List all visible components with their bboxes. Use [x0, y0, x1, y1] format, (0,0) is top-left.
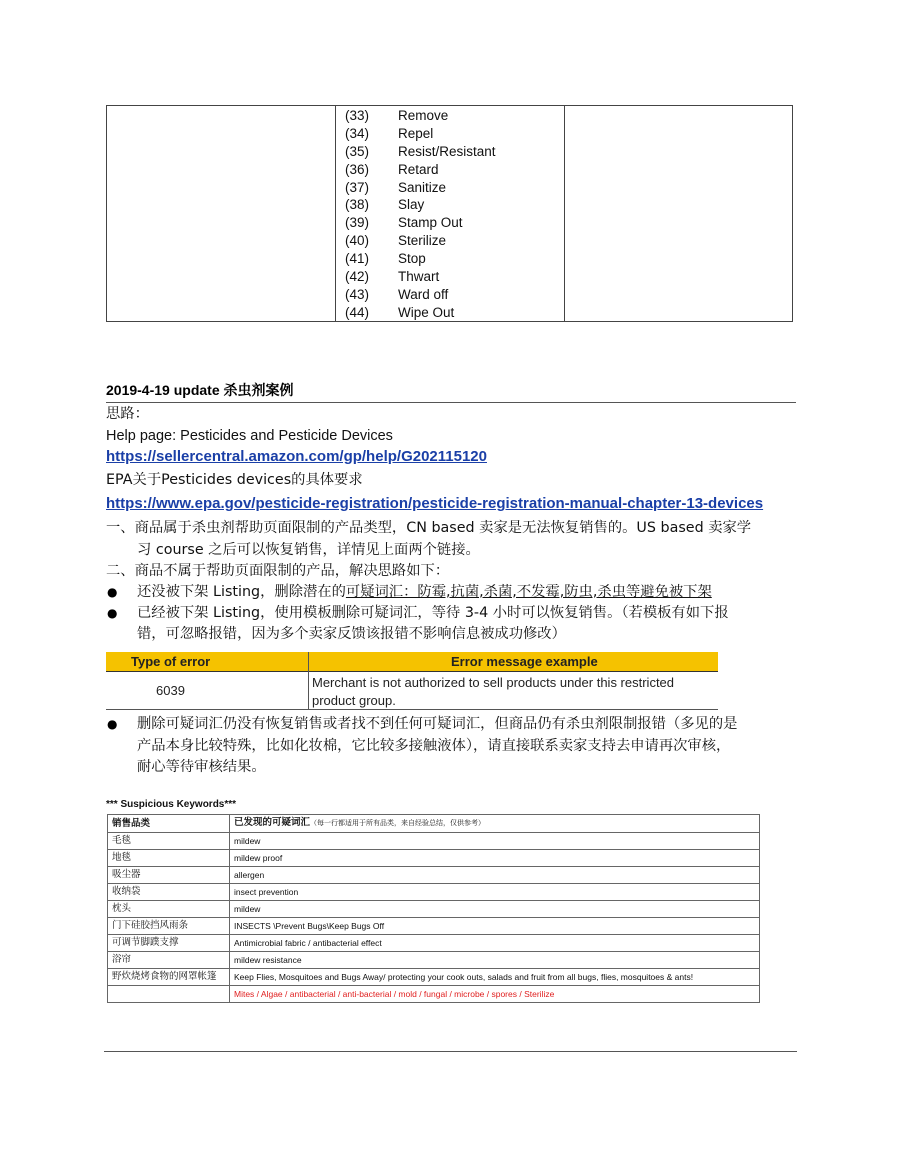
error-message-header: Error message example — [451, 654, 598, 669]
keyword-cell: mildew resistance — [230, 952, 760, 969]
item-number: (35) — [345, 143, 370, 159]
item-number: (38) — [345, 197, 370, 213]
epa-label: EPA关于Pesticides devices的具体要求 — [106, 472, 363, 488]
point-one-line2: 习 course 之后可以恢复销售，详情见上面两个链接。 — [137, 542, 480, 558]
keywords-header — [230, 815, 760, 833]
bullet-delisted-line2: 错，可忽略报错，因为多个卖家反馈该报错不影响信息被成功修改） — [137, 626, 566, 642]
item-number: (40) — [345, 233, 370, 249]
category-cell — [108, 986, 230, 1003]
category-cell: 收纳袋 — [108, 884, 230, 901]
error-type-header: Type of error — [131, 654, 211, 669]
list-item — [345, 107, 496, 125]
epa-link[interactable]: https://www.epa.gov/pesticide-registration/pesticide-registration-manual-chapter-13-devices — [106, 495, 764, 512]
bullet-not-delisted — [137, 582, 712, 602]
table-divider — [564, 106, 565, 321]
title-divider — [106, 402, 796, 403]
keywords-table — [107, 814, 760, 1003]
keywords-header-note: （每一行都适用于所有品类，来自经验总结，仅供参考） — [310, 820, 486, 827]
item-number: (41) — [345, 251, 370, 267]
item-number: (39) — [345, 215, 370, 231]
bullet-dot: ● — [107, 717, 118, 731]
table-row — [108, 833, 760, 850]
error-table-header — [106, 652, 718, 672]
list-item — [345, 143, 496, 161]
category-cell: 门下硅胶挡风雨条 — [108, 918, 230, 935]
table-header-row — [108, 815, 760, 833]
keyword-cell: insect prevention — [230, 884, 760, 901]
table-row — [108, 867, 760, 884]
suspicious-words-underlined: 可疑词汇：防霉,抗菌,杀菌,不发霉,防虫,杀虫等避免被下架 — [345, 584, 712, 600]
footer-divider — [104, 1051, 797, 1052]
bullet-dot: ● — [107, 585, 118, 599]
table-row — [108, 986, 760, 1003]
keyword-cell: Keep Flies, Mosquitoes and Bugs Away/ protecting your cook outs, salads and fruit from all bugs, flies, mosquitoes & ants! — [230, 969, 760, 986]
item-number: (43) — [345, 286, 370, 302]
item-number: (36) — [345, 161, 370, 177]
category-cell: 浴帘 — [108, 952, 230, 969]
category-cell: 枕头 — [108, 901, 230, 918]
bullet-contact-line2: 产品本身比较特殊，比如化妆棉，它比较多接触液体），请直接联系卖家支持去申请再次审核， — [137, 738, 731, 754]
item-word: Slay — [398, 197, 425, 213]
table-row — [108, 935, 760, 952]
item-word: Sanitize — [398, 179, 447, 195]
table-row — [108, 918, 760, 935]
list-item — [345, 286, 496, 304]
help-page-link[interactable]: https://sellercentral.amazon.com/gp/help/G202115120 — [106, 448, 487, 465]
list-item — [345, 232, 496, 250]
error-code: 6039 — [156, 683, 185, 698]
table-divider — [335, 106, 336, 321]
section-title: 2019-4-19 update 杀虫剂案例 — [106, 382, 294, 398]
bullet-text: 还没被下架 Listing，删除潜在的 — [137, 584, 346, 600]
keyword-cell: INSECTS \Prevent Bugs\Keep Bugs Off — [230, 918, 760, 935]
list-item — [345, 161, 496, 179]
keyword-cell: mildew — [230, 833, 760, 850]
table-row — [108, 884, 760, 901]
category-header: 销售品类 — [108, 815, 230, 833]
item-word: Thwart — [398, 269, 440, 285]
category-cell: 可调节脚蹼支撑 — [108, 935, 230, 952]
list-item — [345, 250, 496, 268]
error-message: Merchant is not authorized to sell products under this restricted product group. — [312, 675, 675, 708]
category-cell: 地毯 — [108, 850, 230, 867]
thinking-label: 思路： — [106, 406, 149, 422]
item-word: Ward off — [398, 286, 449, 302]
bullet-contact-line1: 删除可疑词汇仍没有恢复销售或者找不到任何可疑词汇，但商品仍有杀虫剂限制报错（多见的是 — [137, 716, 738, 732]
list-item — [345, 196, 496, 214]
item-word: Resist/Resistant — [398, 143, 496, 159]
item-word: Stop — [398, 251, 426, 267]
help-page-label: Help page: Pesticides and Pesticide Devices — [106, 428, 393, 444]
table-row — [108, 952, 760, 969]
item-number: (37) — [345, 179, 370, 195]
keywords-header-label: 已发现的可疑词汇 — [234, 817, 311, 828]
category-cell: 吸尘器 — [108, 867, 230, 884]
item-word: Retard — [398, 161, 439, 177]
list-item — [345, 179, 496, 197]
item-word: Repel — [398, 125, 434, 141]
table-row — [108, 901, 760, 918]
item-word: Sterilize — [398, 233, 447, 249]
keywords-title: *** Suspicious Keywords*** — [106, 799, 237, 810]
word-list — [345, 107, 496, 322]
item-number: (44) — [345, 304, 370, 320]
item-number: (33) — [345, 108, 370, 123]
bullet-dot: ● — [107, 606, 118, 620]
list-item — [345, 214, 496, 232]
item-word: Remove — [398, 108, 449, 123]
keyword-cell: allergen — [230, 867, 760, 884]
category-cell: 毛毯 — [108, 833, 230, 850]
point-one-line1: 一、商品属于杀虫剂帮助页面限制的产品类型，CN based 卖家是无法恢复销售的。US based 卖家学 — [106, 520, 752, 536]
bullet-delisted-line1: 已经被下架 Listing，使用模板删除可疑词汇，等待 3-4 小时可以恢复销售。（若模板有如下报 — [137, 605, 729, 621]
word-list-table — [106, 105, 793, 322]
error-table — [106, 652, 718, 710]
list-item — [345, 304, 496, 322]
list-item — [345, 125, 496, 143]
category-cell: 野炊烧烤食物的网罩帐篷 — [108, 969, 230, 986]
general-keywords-cell: Mites / Algae / antibacterial / anti-bacterial / mold / fungal / microbe / spores / Sterilize — [230, 986, 760, 1003]
item-word: Stamp Out — [398, 215, 463, 231]
keyword-cell: mildew — [230, 901, 760, 918]
bullet-contact-line3: 耐心等待审核结果。 — [137, 759, 266, 775]
table-row — [108, 969, 760, 986]
item-number: (34) — [345, 125, 370, 141]
item-number: (42) — [345, 269, 370, 285]
item-word: Wipe Out — [398, 304, 455, 320]
table-row — [108, 850, 760, 867]
keyword-cell: mildew proof — [230, 850, 760, 867]
keyword-cell: Antimicrobial fabric / antibacterial effect — [230, 935, 760, 952]
list-item — [345, 268, 496, 286]
table-divider — [308, 652, 309, 710]
point-two: 二、商品不属于帮助页面限制的产品，解决思路如下： — [106, 563, 450, 579]
table-divider — [106, 709, 718, 710]
